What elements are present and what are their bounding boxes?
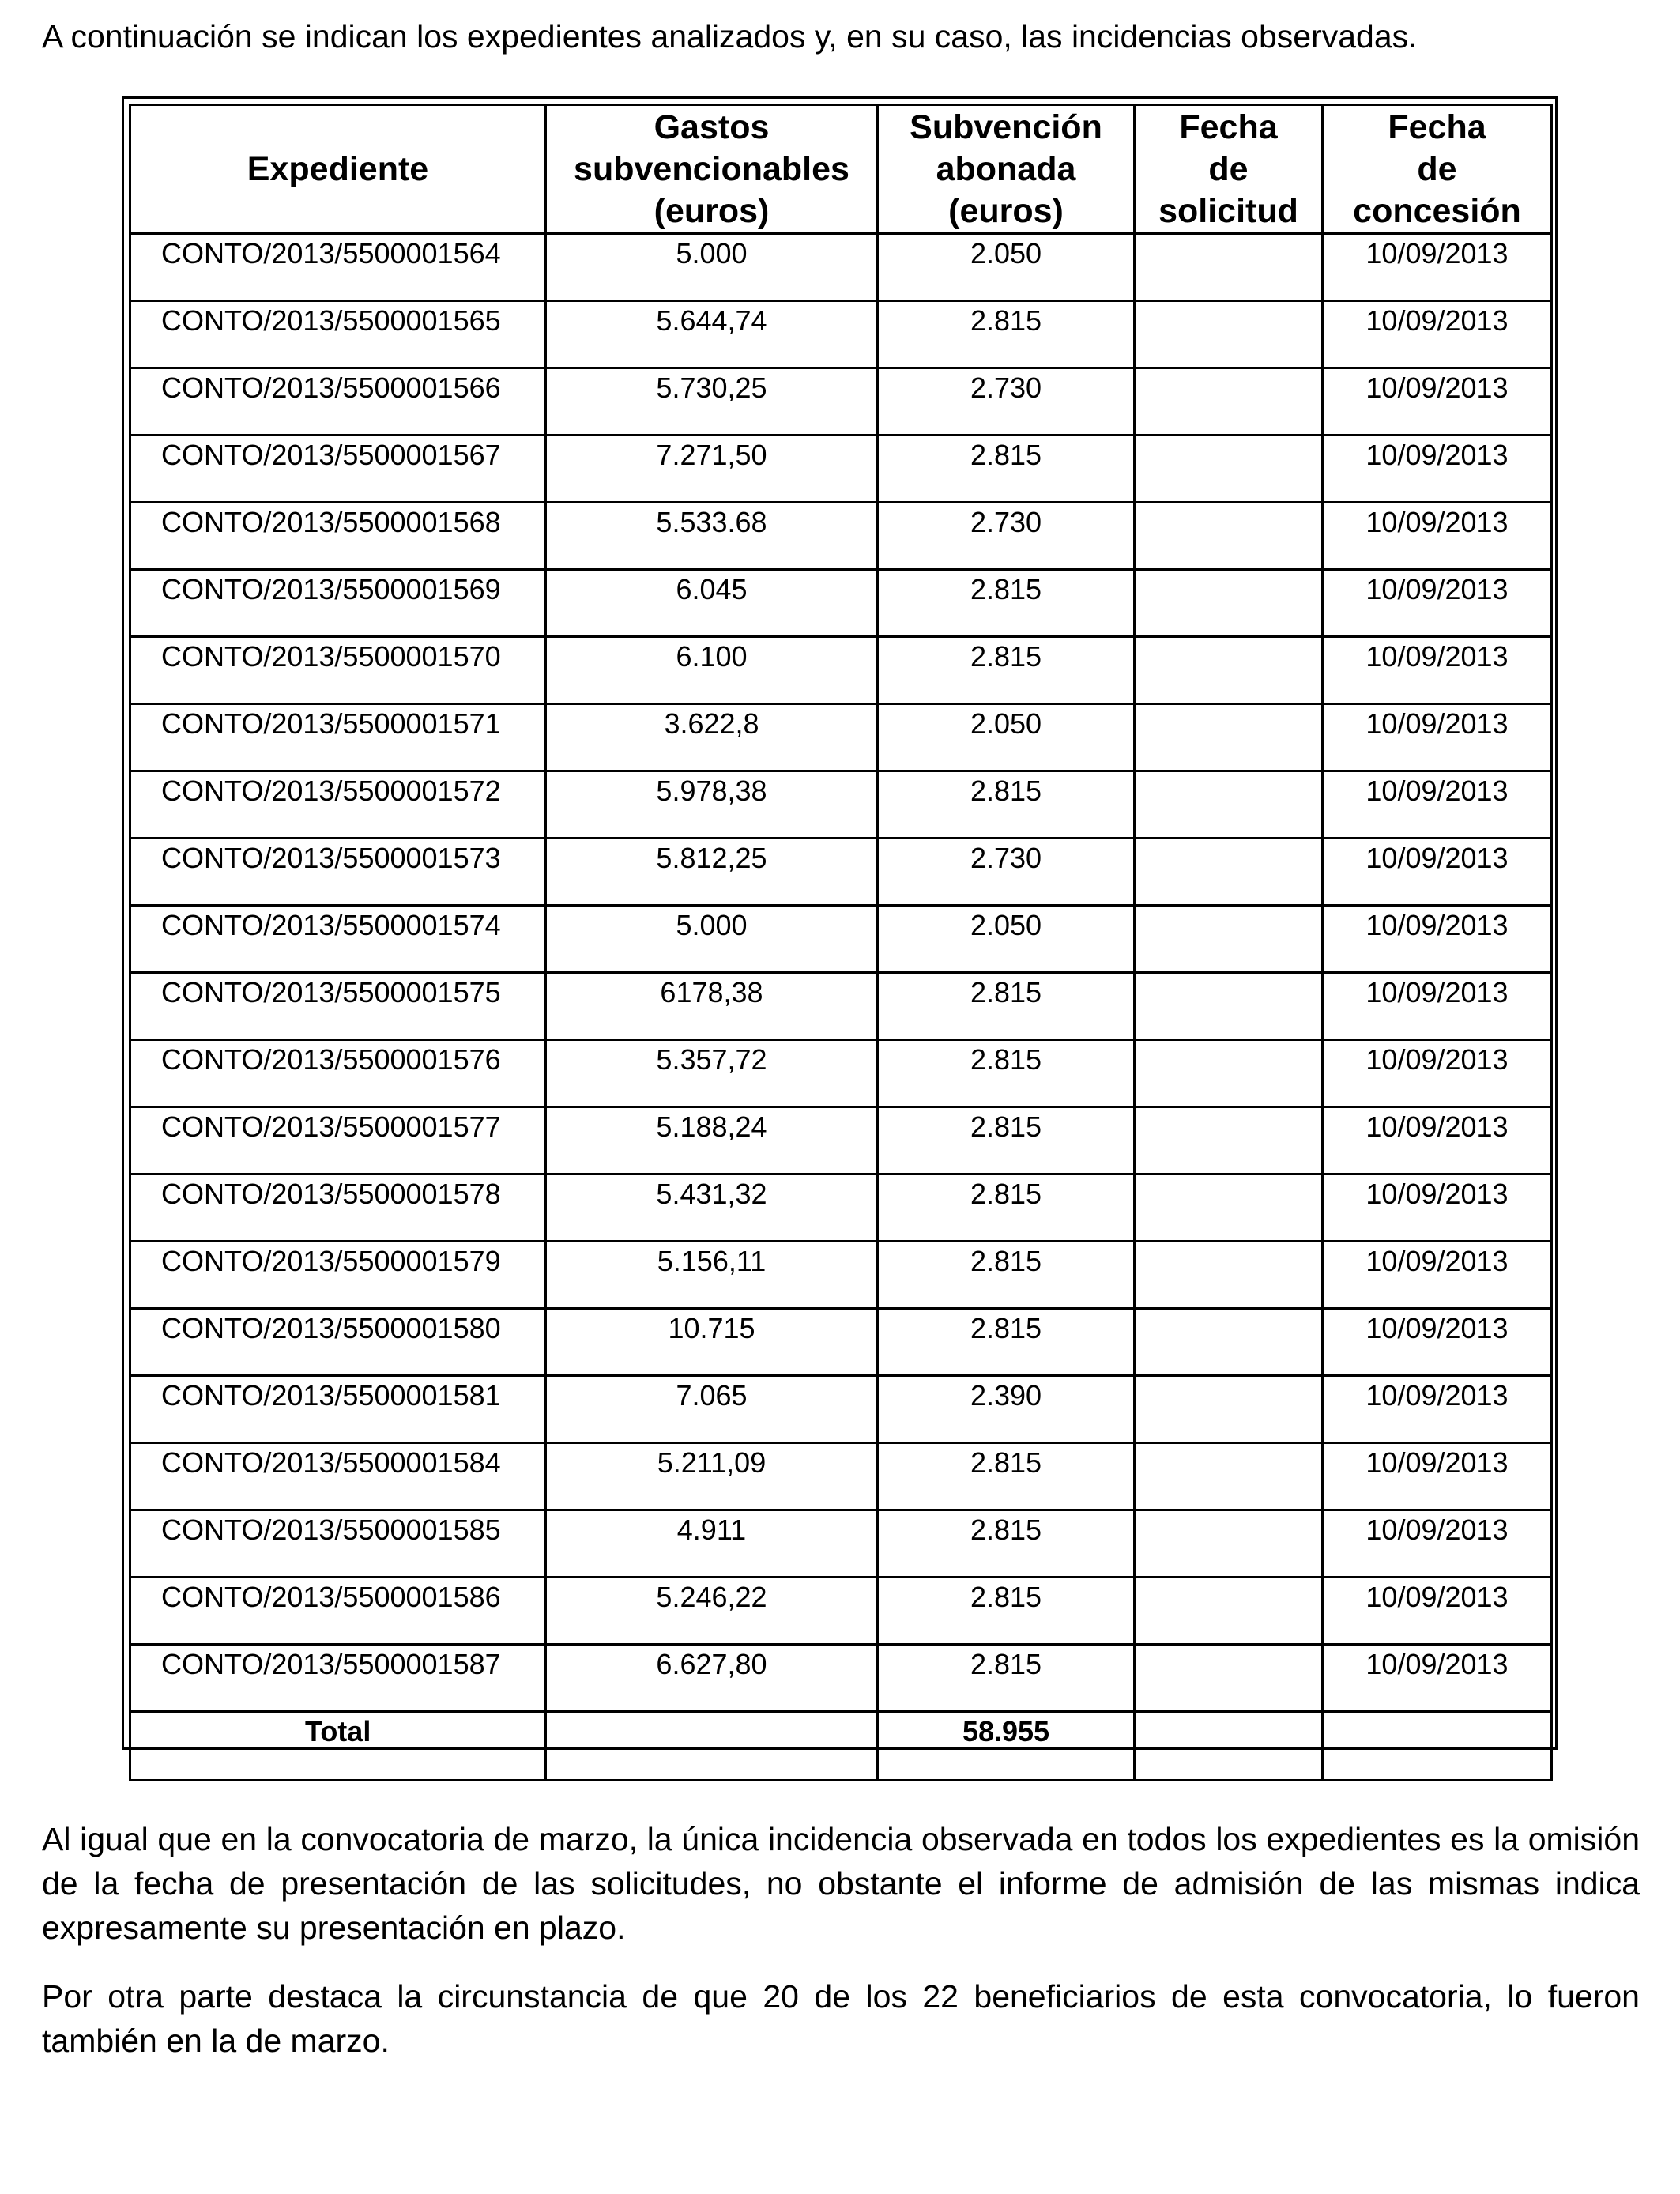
cell-subvencion: 2.815 <box>878 1510 1135 1578</box>
cell-subvencion: 2.730 <box>878 368 1135 435</box>
header-gastos <box>546 105 878 234</box>
cell-expediente: CONTO/2013/5500001578 <box>130 1174 546 1242</box>
cell-gastos: 5.000 <box>546 234 878 301</box>
cell-gastos: 4.911 <box>546 1510 878 1578</box>
table-row <box>130 1242 1552 1309</box>
cell-fecha-solicitud <box>1135 1174 1323 1242</box>
total-gastos <box>546 1712 878 1781</box>
cell-gastos: 5.188,24 <box>546 1107 878 1174</box>
table-row <box>130 1107 1552 1174</box>
table-row <box>130 1309 1552 1376</box>
table-row <box>130 570 1552 637</box>
table-row <box>130 435 1552 503</box>
cell-gastos: 5.246,22 <box>546 1578 878 1645</box>
cell-subvencion: 2.730 <box>878 839 1135 906</box>
cell-expediente: CONTO/2013/5500001575 <box>130 973 546 1040</box>
cell-fecha-concesion: 10/09/2013 <box>1323 1376 1552 1443</box>
paragraph-beneficiarios: Por otra parte destaca la circunstancia de que 20 de los 22 beneficiarios de esta convocatoria, lo fueron también en la de marzo. <box>42 1978 1640 2059</box>
table-row <box>130 1174 1552 1242</box>
table-row <box>130 771 1552 839</box>
cell-fecha-concesion: 10/09/2013 <box>1323 1242 1552 1309</box>
cell-fecha-concesion: 10/09/2013 <box>1323 435 1552 503</box>
expedientes-table-frame <box>122 96 1558 1750</box>
cell-fecha-solicitud <box>1135 301 1323 368</box>
cell-gastos: 5.978,38 <box>546 771 878 839</box>
cell-expediente: CONTO/2013/5500001566 <box>130 368 546 435</box>
header-fecha-solicitud-line: Fecha <box>1179 108 1278 146</box>
cell-expediente: CONTO/2013/5500001585 <box>130 1510 546 1578</box>
cell-subvencion: 2.815 <box>878 1107 1135 1174</box>
cell-gastos: 5.156,11 <box>546 1242 878 1309</box>
table-row <box>130 839 1552 906</box>
cell-fecha-solicitud <box>1135 570 1323 637</box>
cell-fecha-concesion: 10/09/2013 <box>1323 503 1552 570</box>
cell-gastos: 6.045 <box>546 570 878 637</box>
cell-expediente: CONTO/2013/5500001572 <box>130 771 546 839</box>
cell-expediente: CONTO/2013/5500001568 <box>130 503 546 570</box>
cell-subvencion: 2.815 <box>878 570 1135 637</box>
cell-fecha-concesion: 10/09/2013 <box>1323 973 1552 1040</box>
cell-gastos: 7.065 <box>546 1376 878 1443</box>
cell-fecha-concesion: 10/09/2013 <box>1323 1578 1552 1645</box>
cell-subvencion: 2.730 <box>878 503 1135 570</box>
cell-subvencion: 2.815 <box>878 1645 1135 1712</box>
cell-fecha-solicitud <box>1135 1107 1323 1174</box>
cell-gastos: 5.812,25 <box>546 839 878 906</box>
cell-fecha-solicitud <box>1135 1242 1323 1309</box>
cell-fecha-solicitud <box>1135 1040 1323 1107</box>
cell-subvencion: 2.815 <box>878 1443 1135 1510</box>
cell-fecha-concesion: 10/09/2013 <box>1323 637 1552 704</box>
cell-expediente: CONTO/2013/5500001576 <box>130 1040 546 1107</box>
table-row <box>130 1040 1552 1107</box>
cell-fecha-solicitud <box>1135 435 1323 503</box>
cell-fecha-solicitud <box>1135 1645 1323 1712</box>
header-subvencion <box>878 105 1135 234</box>
cell-fecha-solicitud <box>1135 1578 1323 1645</box>
cell-gastos: 5.730,25 <box>546 368 878 435</box>
cell-fecha-solicitud <box>1135 973 1323 1040</box>
cell-fecha-concesion: 10/09/2013 <box>1323 704 1552 771</box>
header-gastos-line: subvencionables <box>574 150 849 188</box>
header-fecha-concesion-line: Fecha <box>1388 108 1486 146</box>
cell-fecha-solicitud <box>1135 368 1323 435</box>
cell-gastos: 5.000 <box>546 906 878 973</box>
cell-fecha-solicitud <box>1135 1510 1323 1578</box>
table-row <box>130 301 1552 368</box>
cell-gastos: 6178,38 <box>546 973 878 1040</box>
cell-fecha-solicitud <box>1135 704 1323 771</box>
cell-subvencion: 2.815 <box>878 435 1135 503</box>
cell-expediente: CONTO/2013/5500001564 <box>130 234 546 301</box>
cell-subvencion: 2.815 <box>878 1040 1135 1107</box>
cell-fecha-concesion: 10/09/2013 <box>1323 1174 1552 1242</box>
paragraph-incidencia: Al igual que en la convocatoria de marzo, la única incidencia observada en todos los expedientes es la omisión de la fecha de presentación de las solicitudes, no obstante el informe de admisión de las mismas indica expresamente su presentación en plazo. <box>42 1821 1640 1946</box>
cell-expediente: CONTO/2013/5500001587 <box>130 1645 546 1712</box>
cell-subvencion: 2.815 <box>878 637 1135 704</box>
cell-subvencion: 2.815 <box>878 1578 1135 1645</box>
cell-expediente: CONTO/2013/5500001565 <box>130 301 546 368</box>
header-subvencion-line: Subvención <box>910 108 1102 146</box>
cell-fecha-concesion: 10/09/2013 <box>1323 1309 1552 1376</box>
table-row <box>130 973 1552 1040</box>
cell-gastos: 3.622,8 <box>546 704 878 771</box>
cell-gastos: 5.533.68 <box>546 503 878 570</box>
table-row <box>130 637 1552 704</box>
header-spacer <box>131 190 544 232</box>
cell-gastos: 5.431,32 <box>546 1174 878 1242</box>
cell-gastos: 6.627,80 <box>546 1645 878 1712</box>
cell-fecha-solicitud <box>1135 1309 1323 1376</box>
cell-expediente: CONTO/2013/5500001581 <box>130 1376 546 1443</box>
cell-fecha-solicitud <box>1135 1443 1323 1510</box>
cell-expediente: CONTO/2013/5500001569 <box>130 570 546 637</box>
table-body <box>130 234 1552 1712</box>
table-row <box>130 234 1552 301</box>
cell-fecha-concesion: 10/09/2013 <box>1323 368 1552 435</box>
header-gastos-line: (euros) <box>654 192 770 230</box>
cell-expediente: CONTO/2013/5500001586 <box>130 1578 546 1645</box>
table-row <box>130 906 1552 973</box>
header-fecha-concesion-line: de <box>1417 150 1457 188</box>
table-row <box>130 1376 1552 1443</box>
cell-gastos: 5.644,74 <box>546 301 878 368</box>
header-expediente <box>130 105 546 234</box>
cell-subvencion: 2.815 <box>878 1174 1135 1242</box>
header-fecha-concesion-line: concesión <box>1353 192 1521 230</box>
cell-subvencion: 2.050 <box>878 906 1135 973</box>
cell-gastos: 10.715 <box>546 1309 878 1376</box>
header-fecha-solicitud <box>1135 105 1323 234</box>
cell-fecha-solicitud <box>1135 771 1323 839</box>
cell-expediente: CONTO/2013/5500001570 <box>130 637 546 704</box>
table-row <box>130 1443 1552 1510</box>
cell-fecha-concesion: 10/09/2013 <box>1323 839 1552 906</box>
table-row <box>130 503 1552 570</box>
cell-fecha-concesion: 10/09/2013 <box>1323 1040 1552 1107</box>
cell-gastos: 7.271,50 <box>546 435 878 503</box>
cell-subvencion: 2.390 <box>878 1376 1135 1443</box>
cell-fecha-concesion: 10/09/2013 <box>1323 570 1552 637</box>
table-header-row <box>130 105 1552 234</box>
table-row <box>130 704 1552 771</box>
table-row <box>130 1645 1552 1712</box>
cell-subvencion: 2.815 <box>878 301 1135 368</box>
cell-fecha-solicitud <box>1135 503 1323 570</box>
total-subvencion: 58.955 <box>878 1712 1135 1781</box>
cell-expediente: CONTO/2013/5500001573 <box>130 839 546 906</box>
table-row <box>130 1510 1552 1578</box>
expedientes-table <box>129 104 1553 1781</box>
cell-fecha-concesion: 10/09/2013 <box>1323 1443 1552 1510</box>
table-row <box>130 368 1552 435</box>
cell-expediente: CONTO/2013/5500001571 <box>130 704 546 771</box>
cell-fecha-concesion: 10/09/2013 <box>1323 906 1552 973</box>
cell-expediente: CONTO/2013/5500001574 <box>130 906 546 973</box>
cell-subvencion: 2.050 <box>878 704 1135 771</box>
cell-fecha-solicitud <box>1135 637 1323 704</box>
cell-fecha-solicitud <box>1135 1376 1323 1443</box>
cell-subvencion: 2.815 <box>878 973 1135 1040</box>
cell-fecha-solicitud <box>1135 839 1323 906</box>
cell-fecha-concesion: 10/09/2013 <box>1323 301 1552 368</box>
total-row <box>130 1712 1552 1781</box>
total-fecha-concesion <box>1323 1712 1552 1781</box>
total-fecha-solicitud <box>1135 1712 1323 1781</box>
cell-subvencion: 2.050 <box>878 234 1135 301</box>
header-fecha-concesion <box>1323 105 1552 234</box>
cell-expediente: CONTO/2013/5500001580 <box>130 1309 546 1376</box>
cell-subvencion: 2.815 <box>878 771 1135 839</box>
cell-gastos: 5.357,72 <box>546 1040 878 1107</box>
cell-subvencion: 2.815 <box>878 1242 1135 1309</box>
header-fecha-solicitud-line: solicitud <box>1158 192 1298 230</box>
cell-fecha-solicitud <box>1135 234 1323 301</box>
cell-fecha-concesion: 10/09/2013 <box>1323 771 1552 839</box>
header-expediente-line: Expediente <box>247 150 429 188</box>
header-subvencion-line: (euros) <box>948 192 1064 230</box>
header-subvencion-line: abonada <box>936 150 1076 188</box>
cell-fecha-concesion: 10/09/2013 <box>1323 1107 1552 1174</box>
table-row <box>130 1578 1552 1645</box>
cell-gastos: 6.100 <box>546 637 878 704</box>
cell-expediente: CONTO/2013/5500001579 <box>130 1242 546 1309</box>
header-gastos-line: Gastos <box>654 108 770 146</box>
cell-expediente: CONTO/2013/5500001577 <box>130 1107 546 1174</box>
cell-expediente: CONTO/2013/5500001567 <box>130 435 546 503</box>
total-label: Total <box>130 1712 546 1781</box>
cell-fecha-concesion: 10/09/2013 <box>1323 234 1552 301</box>
cell-expediente: CONTO/2013/5500001584 <box>130 1443 546 1510</box>
intro-text: A continuación se indican los expedientes analizados y, en su caso, las incidencias observadas. <box>42 18 1418 55</box>
cell-subvencion: 2.815 <box>878 1309 1135 1376</box>
cell-fecha-concesion: 10/09/2013 <box>1323 1645 1552 1712</box>
header-fecha-solicitud-line: de <box>1208 150 1249 188</box>
cell-fecha-solicitud <box>1135 906 1323 973</box>
cell-fecha-concesion: 10/09/2013 <box>1323 1510 1552 1578</box>
cell-gastos: 5.211,09 <box>546 1443 878 1510</box>
